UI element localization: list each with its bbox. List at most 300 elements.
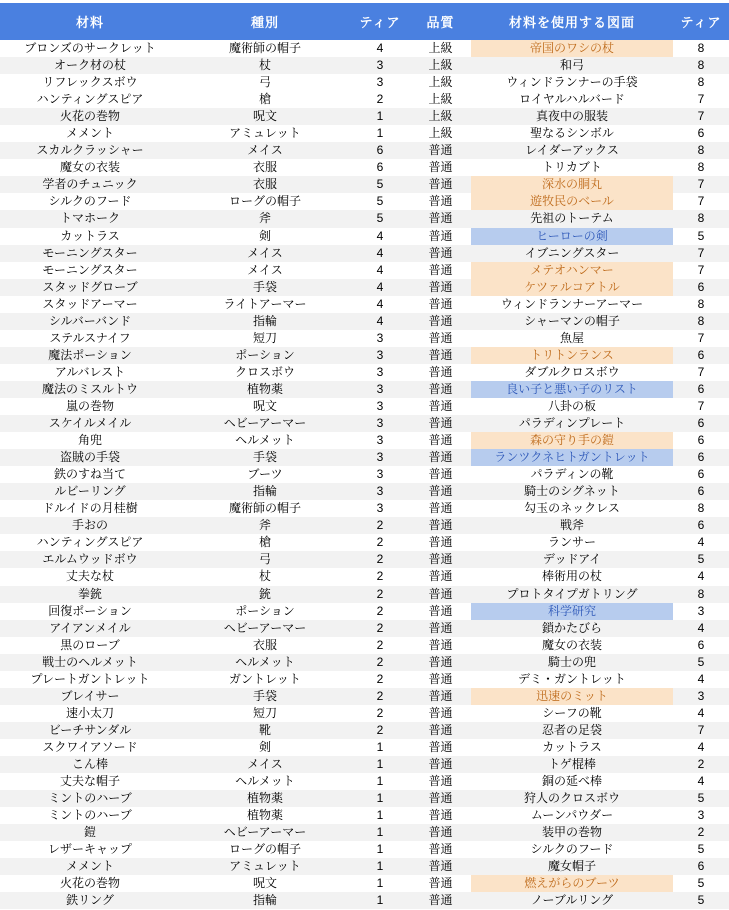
type-cell[interactable]: 銃 bbox=[180, 586, 350, 603]
quality-cell[interactable]: 普通 bbox=[410, 279, 471, 296]
quality-cell[interactable]: 上級 bbox=[428, 126, 453, 141]
tier-cell[interactable]: 5 bbox=[376, 194, 384, 209]
type-cell[interactable]: 弓 bbox=[180, 551, 350, 568]
blueprint-cell[interactable]: 森の守り手の鎧 bbox=[471, 432, 673, 449]
quality-cell[interactable]: 普通 bbox=[428, 842, 453, 857]
blueprint-tier-cell[interactable]: 5 bbox=[697, 228, 705, 243]
tier-cell[interactable]: 2 bbox=[350, 586, 410, 603]
tier-cell[interactable]: 1 bbox=[376, 774, 384, 789]
blueprint-cell[interactable]: シーフの靴 bbox=[542, 705, 602, 720]
blueprint-cell[interactable]: パラディンプレート bbox=[471, 415, 673, 432]
quality-cell[interactable]: 普通 bbox=[410, 824, 471, 841]
tier-cell[interactable]: 2 bbox=[376, 92, 384, 107]
type-cell[interactable]: ポーション bbox=[180, 347, 350, 364]
quality-cell[interactable]: 上級 bbox=[410, 108, 471, 125]
blueprint-cell[interactable]: 魔女の衣装 bbox=[541, 637, 602, 652]
tier-cell[interactable]: 3 bbox=[350, 415, 410, 432]
blueprint-tier-cell[interactable]: 5 bbox=[673, 790, 729, 807]
blueprint-cell[interactable]: トリトンランス bbox=[471, 347, 673, 364]
tier-cell[interactable]: 1 bbox=[376, 808, 384, 823]
blueprint-tier-cell[interactable]: 6 bbox=[673, 449, 729, 466]
material-cell[interactable]: アルバレスト bbox=[54, 364, 126, 379]
tier-cell[interactable]: 4 bbox=[350, 313, 410, 330]
blueprint-cell[interactable]: 真夜中の服装 bbox=[471, 108, 673, 125]
tier-cell[interactable]: 1 bbox=[376, 739, 384, 754]
blueprint-tier-cell[interactable]: 4 bbox=[673, 620, 729, 637]
material-cell[interactable]: スクワイアソード bbox=[42, 739, 138, 754]
quality-cell[interactable]: 上級 bbox=[428, 41, 453, 56]
quality-cell[interactable]: 普通 bbox=[410, 654, 471, 671]
quality-cell[interactable]: 普通 bbox=[410, 142, 471, 159]
blueprint-cell[interactable]: 聖なるシンボル bbox=[530, 126, 614, 141]
blueprint-tier-cell[interactable]: 2 bbox=[673, 824, 729, 841]
blueprint-tier-cell[interactable]: 7 bbox=[673, 108, 729, 125]
blueprint-tier-cell[interactable]: 6 bbox=[673, 381, 729, 398]
blueprint-cell[interactable]: トリカブト bbox=[542, 160, 602, 175]
blueprint-cell[interactable]: 和弓 bbox=[471, 57, 673, 74]
quality-cell[interactable]: 普通 bbox=[410, 517, 471, 534]
blueprint-tier-cell[interactable]: 6 bbox=[697, 467, 705, 482]
tier-cell[interactable]: 1 bbox=[350, 756, 410, 773]
material-cell[interactable]: 鉄のすね当て bbox=[53, 467, 126, 482]
quality-cell[interactable]: 普通 bbox=[428, 774, 453, 789]
blueprint-cell[interactable]: デッドアイ bbox=[471, 551, 673, 568]
tier-cell[interactable]: 2 bbox=[350, 722, 410, 739]
blueprint-tier-cell[interactable]: 7 bbox=[697, 364, 705, 379]
blueprint-cell[interactable]: 先祖のトーテム bbox=[471, 210, 673, 227]
material-cell[interactable]: ハンティングスピア bbox=[36, 92, 144, 107]
blueprint-cell[interactable]: 勾玉のネックレス bbox=[524, 501, 620, 516]
tier-cell[interactable]: 1 bbox=[376, 876, 384, 891]
material-cell[interactable]: ステルスナイフ bbox=[49, 330, 131, 345]
material-cell[interactable]: 火花の巻物 bbox=[0, 108, 180, 125]
tier-cell[interactable]: 3 bbox=[350, 483, 410, 500]
quality-cell[interactable]: 普通 bbox=[428, 876, 453, 891]
type-cell[interactable]: 弓 bbox=[258, 75, 271, 90]
tier-cell[interactable]: 4 bbox=[376, 41, 384, 56]
tier-cell[interactable]: 6 bbox=[376, 160, 384, 175]
blueprint-cell[interactable]: 燃えがらのブーツ bbox=[471, 875, 673, 892]
material-cell[interactable]: 手おの bbox=[0, 517, 180, 534]
material-cell[interactable]: ミントのハーブ bbox=[48, 808, 132, 823]
quality-cell[interactable]: 普通 bbox=[410, 313, 471, 330]
blueprint-cell[interactable]: 騎士のシグネット bbox=[471, 483, 673, 500]
type-cell[interactable]: 呪文 bbox=[180, 108, 350, 125]
blueprint-cell[interactable]: 棒術用の杖 bbox=[541, 569, 602, 584]
material-cell[interactable]: 戦士のヘルメット bbox=[0, 654, 180, 671]
tier-cell[interactable]: 2 bbox=[376, 637, 384, 652]
blueprint-tier-cell[interactable]: 7 bbox=[697, 262, 705, 277]
blueprint-tier-cell[interactable]: 8 bbox=[697, 75, 705, 90]
type-cell[interactable]: ライトアーマー bbox=[223, 296, 307, 311]
blueprint-tier-cell[interactable]: 8 bbox=[673, 57, 729, 74]
tier-cell[interactable]: 2 bbox=[376, 535, 384, 550]
blueprint-cell[interactable]: 遊牧民のベール bbox=[471, 193, 673, 210]
tier-cell[interactable]: 2 bbox=[350, 620, 410, 637]
type-cell[interactable]: ブーツ bbox=[247, 467, 283, 482]
material-cell[interactable]: リフレックスボウ bbox=[42, 75, 138, 90]
blueprint-cell[interactable]: 八卦の板 bbox=[547, 399, 596, 413]
blueprint-cell[interactable]: 帝国のワシの杖 bbox=[471, 40, 673, 57]
type-cell[interactable]: 魔術師の帽子 bbox=[228, 41, 301, 56]
tier-cell[interactable]: 3 bbox=[350, 381, 410, 398]
blueprint-tier-cell[interactable]: 7 bbox=[697, 399, 705, 413]
blueprint-tier-cell[interactable]: 5 bbox=[673, 654, 729, 671]
tier-cell[interactable]: 2 bbox=[350, 688, 410, 705]
material-cell[interactable]: エルムウッドボウ bbox=[0, 551, 180, 568]
material-cell[interactable]: 火花の巻物 bbox=[59, 876, 120, 891]
material-cell[interactable]: 速小太刀 bbox=[65, 705, 114, 720]
type-cell[interactable]: 植物薬 bbox=[180, 381, 350, 398]
blueprint-tier-cell[interactable]: 6 bbox=[697, 637, 705, 652]
tier-cell[interactable]: 3 bbox=[376, 501, 384, 516]
blueprint-cell[interactable]: 装甲の巻物 bbox=[471, 824, 673, 841]
header-material[interactable]: 材料 bbox=[0, 3, 180, 40]
type-cell[interactable]: 衣服 bbox=[252, 637, 277, 652]
material-cell[interactable]: 拳銃 bbox=[0, 586, 180, 603]
tier-cell[interactable]: 1 bbox=[350, 858, 410, 875]
header-blueprint[interactable]: 材料を使用する図面 bbox=[471, 3, 673, 40]
quality-cell[interactable]: 普通 bbox=[428, 501, 453, 516]
material-cell[interactable]: ブロンズのサークレット bbox=[24, 41, 156, 56]
material-cell[interactable]: 丈夫な帽子 bbox=[59, 774, 120, 789]
quality-cell[interactable]: 普通 bbox=[410, 892, 471, 909]
blueprint-tier-cell[interactable]: 4 bbox=[697, 535, 705, 550]
material-cell[interactable]: 魔法のミスルトウ bbox=[0, 381, 180, 398]
blueprint-cell[interactable]: デミ・ガントレット bbox=[518, 671, 626, 686]
material-cell[interactable]: モーニングスター bbox=[42, 262, 138, 277]
quality-cell[interactable]: 普通 bbox=[428, 296, 453, 311]
blueprint-cell[interactable]: シャーマンの帽子 bbox=[471, 313, 673, 330]
quality-cell[interactable]: 普通 bbox=[428, 433, 453, 448]
blueprint-cell[interactable]: 戦斧 bbox=[471, 517, 673, 534]
quality-cell[interactable]: 普通 bbox=[410, 483, 471, 500]
blueprint-cell[interactable]: トゲ棍棒 bbox=[471, 756, 673, 773]
quality-cell[interactable]: 普通 bbox=[410, 722, 471, 739]
blueprint-tier-cell[interactable]: 8 bbox=[697, 501, 705, 516]
blueprint-cell[interactable]: 迅速のミット bbox=[471, 688, 673, 705]
material-cell[interactable]: 黒のローブ bbox=[60, 637, 120, 652]
tier-cell[interactable]: 4 bbox=[376, 262, 384, 277]
tier-cell[interactable]: 2 bbox=[350, 551, 410, 568]
quality-cell[interactable]: 普通 bbox=[410, 176, 471, 193]
blueprint-tier-cell[interactable]: 5 bbox=[697, 842, 705, 857]
type-cell[interactable]: 剣 bbox=[258, 228, 271, 243]
blueprint-cell[interactable]: 良い子と悪い子のリスト bbox=[471, 381, 673, 398]
material-cell[interactable]: シルクのフード bbox=[48, 194, 132, 209]
blueprint-cell[interactable]: レイダーアックス bbox=[471, 142, 673, 159]
quality-cell[interactable]: 普通 bbox=[428, 808, 453, 823]
material-cell[interactable]: 丈夫な杖 bbox=[65, 569, 114, 584]
material-cell[interactable]: 嵐の巻物 bbox=[65, 399, 114, 413]
blueprint-cell[interactable]: ダブルクロスボウ bbox=[524, 364, 620, 379]
material-cell[interactable]: ビーチサンダル bbox=[0, 722, 180, 739]
material-cell[interactable]: スカルクラッシャー bbox=[0, 142, 180, 159]
material-cell[interactable]: アイアンメイル bbox=[0, 620, 180, 637]
material-cell[interactable]: 鎧 bbox=[0, 824, 180, 841]
blueprint-cell[interactable]: 魔女帽子 bbox=[471, 858, 673, 875]
type-cell[interactable]: 衣服 bbox=[252, 160, 277, 175]
tier-cell[interactable]: 2 bbox=[376, 603, 384, 618]
quality-cell[interactable]: 普通 bbox=[410, 415, 471, 432]
type-cell[interactable]: 指輪 bbox=[180, 892, 350, 909]
quality-cell[interactable]: 普通 bbox=[428, 739, 453, 754]
quality-cell[interactable]: 普通 bbox=[428, 637, 453, 652]
type-cell[interactable]: クロスボウ bbox=[234, 364, 295, 379]
quality-cell[interactable]: 普通 bbox=[428, 194, 453, 209]
type-cell[interactable]: アミュレット bbox=[180, 858, 350, 875]
tier-cell[interactable]: 1 bbox=[376, 126, 384, 141]
blueprint-tier-cell[interactable]: 8 bbox=[697, 160, 705, 175]
material-cell[interactable]: レザーキャップ bbox=[47, 842, 132, 857]
type-cell[interactable]: 指輪 bbox=[180, 483, 350, 500]
tier-cell[interactable]: 3 bbox=[350, 57, 410, 74]
material-cell[interactable]: ルビーリング bbox=[0, 483, 180, 500]
blueprint-cell[interactable]: ムーンパウダー bbox=[530, 808, 614, 823]
type-cell[interactable]: 短刀 bbox=[252, 705, 277, 720]
type-cell[interactable]: ポーション bbox=[235, 603, 295, 618]
tier-cell[interactable]: 5 bbox=[350, 210, 410, 227]
quality-cell[interactable]: 普通 bbox=[410, 688, 471, 705]
header-tier[interactable]: ティア bbox=[350, 3, 410, 40]
blueprint-cell[interactable]: ヒーローの剣 bbox=[471, 228, 673, 245]
blueprint-cell[interactable]: 鎖かたびら bbox=[471, 620, 673, 637]
quality-cell[interactable]: 普通 bbox=[410, 586, 471, 603]
blueprint-cell[interactable]: 銅の延べ棒 bbox=[541, 774, 602, 789]
quality-cell[interactable]: 普通 bbox=[428, 467, 453, 482]
blueprint-tier-cell[interactable]: 6 bbox=[673, 517, 729, 534]
material-cell[interactable]: スケイルメイル bbox=[0, 415, 180, 432]
type-cell[interactable]: 植物薬 bbox=[246, 808, 283, 823]
blueprint-cell[interactable]: ウィンドランナーアーマー bbox=[500, 296, 644, 311]
material-cell[interactable]: ハンティングスピア bbox=[36, 535, 144, 550]
type-cell[interactable]: メイス bbox=[180, 142, 350, 159]
quality-cell[interactable]: 普通 bbox=[410, 551, 471, 568]
material-cell[interactable]: 角兜 bbox=[77, 433, 102, 448]
tier-cell[interactable]: 1 bbox=[376, 842, 384, 857]
blueprint-tier-cell[interactable]: 3 bbox=[697, 603, 705, 618]
quality-cell[interactable]: 普通 bbox=[428, 399, 453, 413]
quality-cell[interactable]: 普通 bbox=[410, 210, 471, 227]
material-cell[interactable]: トマホーク bbox=[0, 210, 180, 227]
type-cell[interactable]: アミュレット bbox=[229, 126, 301, 141]
quality-cell[interactable]: 普通 bbox=[410, 449, 471, 466]
blueprint-tier-cell[interactable]: 6 bbox=[697, 433, 705, 448]
type-cell[interactable]: 斧 bbox=[180, 210, 350, 227]
material-cell[interactable]: ブレイサー bbox=[0, 688, 180, 705]
material-cell[interactable]: 魔女の衣装 bbox=[59, 160, 120, 175]
tier-cell[interactable]: 6 bbox=[350, 142, 410, 159]
blueprint-tier-cell[interactable]: 7 bbox=[697, 92, 705, 107]
type-cell[interactable]: 魔術師の帽子 bbox=[228, 501, 301, 516]
material-cell[interactable]: 鉄リング bbox=[0, 892, 180, 909]
blueprint-tier-cell[interactable]: 8 bbox=[673, 313, 729, 330]
quality-cell[interactable]: 普通 bbox=[428, 228, 453, 243]
quality-cell[interactable]: 普通 bbox=[428, 330, 453, 345]
tier-cell[interactable]: 3 bbox=[376, 75, 384, 90]
type-cell[interactable]: ローグの帽子 bbox=[228, 194, 301, 209]
header-type[interactable]: 種別 bbox=[180, 3, 350, 40]
material-cell[interactable]: カットラス bbox=[60, 228, 120, 243]
blueprint-tier-cell[interactable]: 6 bbox=[673, 483, 729, 500]
type-cell[interactable]: メイス bbox=[180, 245, 350, 262]
material-cell[interactable]: シルバーバンド bbox=[0, 313, 180, 330]
material-cell[interactable]: スタッドグローブ bbox=[0, 279, 180, 296]
type-cell[interactable]: ヘビーアーマー bbox=[180, 415, 350, 432]
type-cell[interactable]: メイス bbox=[247, 262, 283, 277]
material-cell[interactable]: こん棒 bbox=[0, 756, 180, 773]
type-cell[interactable]: ヘルメット bbox=[235, 774, 295, 789]
blueprint-cell[interactable]: ウィンドランナーの手袋 bbox=[506, 75, 638, 90]
tier-cell[interactable]: 1 bbox=[350, 108, 410, 125]
quality-cell[interactable]: 普通 bbox=[428, 671, 453, 686]
blueprint-tier-cell[interactable]: 6 bbox=[673, 415, 729, 432]
blueprint-cell[interactable]: メテオハンマー bbox=[471, 262, 673, 279]
tier-cell[interactable]: 3 bbox=[376, 364, 384, 379]
material-cell[interactable]: 回復ポーション bbox=[48, 603, 132, 618]
tier-cell[interactable]: 2 bbox=[376, 569, 384, 584]
blueprint-tier-cell[interactable]: 7 bbox=[673, 176, 729, 193]
type-cell[interactable]: 植物薬 bbox=[180, 790, 350, 807]
quality-cell[interactable]: 普通 bbox=[410, 756, 471, 773]
blueprint-tier-cell[interactable]: 5 bbox=[673, 551, 729, 568]
quality-cell[interactable]: 普通 bbox=[410, 381, 471, 398]
material-cell[interactable]: プレートガントレット bbox=[30, 671, 150, 686]
blueprint-cell[interactable]: ロイヤルハルバード bbox=[519, 92, 625, 107]
header-blueprint-tier[interactable]: ティア bbox=[673, 3, 729, 40]
tier-cell[interactable]: 4 bbox=[376, 228, 384, 243]
blueprint-tier-cell[interactable]: 8 bbox=[673, 142, 729, 159]
tier-cell[interactable]: 4 bbox=[376, 296, 384, 311]
type-cell[interactable]: 槍 bbox=[258, 92, 271, 107]
blueprint-tier-cell[interactable]: 7 bbox=[673, 722, 729, 739]
type-cell[interactable]: ローグの帽子 bbox=[228, 842, 301, 857]
quality-cell[interactable]: 普通 bbox=[410, 347, 471, 364]
material-cell[interactable]: ミントのハーブ bbox=[0, 790, 180, 807]
material-cell[interactable]: メメント bbox=[0, 858, 180, 875]
tier-cell[interactable]: 3 bbox=[350, 347, 410, 364]
blueprint-tier-cell[interactable]: 3 bbox=[673, 688, 729, 705]
blueprint-cell[interactable]: パラディンの靴 bbox=[530, 467, 614, 482]
tier-cell[interactable]: 1 bbox=[350, 824, 410, 841]
tier-cell[interactable]: 4 bbox=[350, 279, 410, 296]
blueprint-tier-cell[interactable]: 6 bbox=[697, 126, 705, 141]
tier-cell[interactable]: 3 bbox=[376, 399, 384, 413]
type-cell[interactable]: 手袋 bbox=[180, 688, 350, 705]
header-quality[interactable]: 品質 bbox=[410, 3, 471, 40]
material-cell[interactable]: スタッドアーマー bbox=[42, 296, 138, 311]
blueprint-cell[interactable]: シルクのフード bbox=[530, 842, 614, 857]
blueprint-tier-cell[interactable]: 5 bbox=[697, 876, 705, 891]
material-cell[interactable]: 学者のチュニック bbox=[0, 176, 180, 193]
type-cell[interactable]: 衣服 bbox=[180, 176, 350, 193]
blueprint-tier-cell[interactable]: 3 bbox=[697, 808, 705, 823]
blueprint-cell[interactable]: ノーブルリング bbox=[471, 892, 673, 909]
type-cell[interactable]: 斧 bbox=[180, 517, 350, 534]
blueprint-tier-cell[interactable]: 4 bbox=[697, 774, 705, 789]
tier-cell[interactable]: 3 bbox=[376, 467, 384, 482]
blueprint-cell[interactable]: カットラス bbox=[542, 739, 602, 754]
quality-cell[interactable]: 普通 bbox=[428, 535, 453, 550]
blueprint-tier-cell[interactable]: 2 bbox=[673, 756, 729, 773]
material-cell[interactable]: オーク材の杖 bbox=[0, 57, 180, 74]
blueprint-cell[interactable]: ランツクネヒトガントレット bbox=[471, 449, 673, 466]
blueprint-tier-cell[interactable]: 7 bbox=[673, 245, 729, 262]
blueprint-cell[interactable]: プロトタイプガトリング bbox=[471, 586, 673, 603]
blueprint-tier-cell[interactable]: 4 bbox=[697, 739, 705, 754]
quality-cell[interactable]: 普通 bbox=[428, 705, 453, 720]
tier-cell[interactable]: 2 bbox=[350, 654, 410, 671]
type-cell[interactable]: ヘビーアーマー bbox=[180, 824, 350, 841]
material-cell[interactable]: 盗賊の手袋 bbox=[0, 449, 180, 466]
quality-cell[interactable]: 上級 bbox=[428, 92, 453, 107]
blueprint-tier-cell[interactable]: 8 bbox=[673, 586, 729, 603]
material-cell[interactable]: メメント bbox=[65, 126, 114, 141]
quality-cell[interactable]: 普通 bbox=[410, 245, 471, 262]
blueprint-cell[interactable]: 科学研究 bbox=[471, 603, 673, 620]
tier-cell[interactable]: 3 bbox=[350, 449, 410, 466]
tier-cell[interactable]: 1 bbox=[350, 790, 410, 807]
material-cell[interactable]: 魔法ポーション bbox=[0, 347, 180, 364]
blueprint-tier-cell[interactable]: 4 bbox=[697, 569, 705, 584]
tier-cell[interactable]: 5 bbox=[350, 176, 410, 193]
blueprint-cell[interactable]: 深水の胴丸 bbox=[471, 176, 673, 193]
tier-cell[interactable]: 3 bbox=[376, 330, 384, 345]
quality-cell[interactable]: 普通 bbox=[410, 620, 471, 637]
tier-cell[interactable]: 1 bbox=[350, 892, 410, 909]
type-cell[interactable]: 指輪 bbox=[180, 313, 350, 330]
type-cell[interactable]: 手袋 bbox=[180, 449, 350, 466]
type-cell[interactable]: 靴 bbox=[180, 722, 350, 739]
type-cell[interactable]: 呪文 bbox=[252, 876, 277, 891]
type-cell[interactable]: ガントレット bbox=[229, 671, 301, 686]
material-cell[interactable]: ドルイドの月桂樹 bbox=[42, 501, 138, 516]
quality-cell[interactable]: 普通 bbox=[428, 569, 453, 584]
material-cell[interactable]: モーニングスター bbox=[0, 245, 180, 262]
quality-cell[interactable]: 普通 bbox=[410, 858, 471, 875]
blueprint-cell[interactable]: ケツァルコアトル bbox=[471, 279, 673, 296]
blueprint-cell[interactable]: 騎士の兜 bbox=[471, 654, 673, 671]
blueprint-cell[interactable]: イブニングスター bbox=[471, 245, 673, 262]
blueprint-tier-cell[interactable]: 7 bbox=[697, 330, 705, 345]
blueprint-cell[interactable]: 魚屋 bbox=[559, 330, 584, 345]
tier-cell[interactable]: 2 bbox=[376, 671, 384, 686]
blueprint-cell[interactable]: ランサー bbox=[547, 535, 596, 550]
blueprint-tier-cell[interactable]: 8 bbox=[673, 210, 729, 227]
blueprint-tier-cell[interactable]: 8 bbox=[697, 41, 705, 56]
type-cell[interactable]: ヘルメット bbox=[235, 433, 295, 448]
type-cell[interactable]: ヘルメット bbox=[180, 654, 350, 671]
type-cell[interactable]: 槍 bbox=[258, 535, 271, 550]
type-cell[interactable]: ヘビーアーマー bbox=[180, 620, 350, 637]
quality-cell[interactable]: 普通 bbox=[428, 603, 453, 618]
tier-cell[interactable]: 2 bbox=[376, 705, 384, 720]
blueprint-tier-cell[interactable]: 6 bbox=[673, 347, 729, 364]
blueprint-tier-cell[interactable]: 5 bbox=[673, 892, 729, 909]
blueprint-tier-cell[interactable]: 8 bbox=[697, 296, 705, 311]
tier-cell[interactable]: 4 bbox=[350, 245, 410, 262]
type-cell[interactable]: 手袋 bbox=[180, 279, 350, 296]
tier-cell[interactable]: 3 bbox=[376, 433, 384, 448]
type-cell[interactable]: 剣 bbox=[258, 739, 271, 754]
blueprint-tier-cell[interactable]: 7 bbox=[697, 194, 705, 209]
quality-cell[interactable]: 普通 bbox=[428, 262, 453, 277]
type-cell[interactable]: 杖 bbox=[180, 57, 350, 74]
type-cell[interactable]: メイス bbox=[180, 756, 350, 773]
blueprint-tier-cell[interactable]: 4 bbox=[697, 671, 705, 686]
blueprint-tier-cell[interactable]: 6 bbox=[673, 279, 729, 296]
blueprint-tier-cell[interactable]: 6 bbox=[673, 858, 729, 875]
